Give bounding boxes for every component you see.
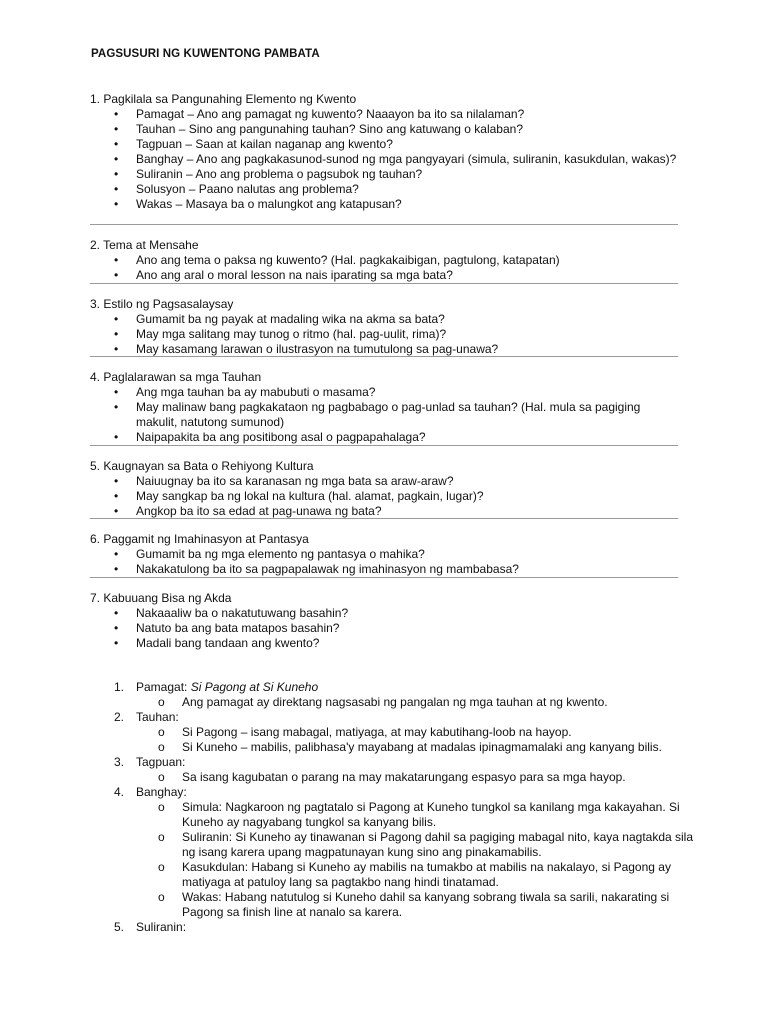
- sub-item: o Suliranin: Si Kuneho ay tinawanan si Pagong dahil sa pagiging mabagal nito, kaya nagtakda sila ng isang karera upang magpatunayan kung sino ang pinakamabilis.: [158, 830, 694, 859]
- bullet-icon: •: [114, 122, 119, 136]
- list-item: • Tagpuan – Saan at kailan naganap ang kwento?: [114, 137, 393, 151]
- bullet-icon: •: [114, 182, 119, 196]
- section-4: [90, 370, 678, 445]
- section-heading: 1. Pagkilala sa Pangunahing Elemento ng Kwento: [90, 92, 357, 106]
- bullet-list: [90, 385, 678, 445]
- divider: [90, 518, 678, 519]
- section-7: [90, 591, 678, 651]
- divider: [90, 356, 678, 357]
- bullet-icon: •: [114, 197, 119, 211]
- bullet-icon: •: [114, 137, 119, 151]
- list-item: • Banghay – Ano ang pagkakasunod-sunod ng mga pangyayari (simula, suliranin, kasukdulan, wakas)?: [114, 152, 677, 166]
- bullet-icon: •: [114, 636, 119, 650]
- sub-item: o Wakas: Habang natutulog si Kuneho dahil sa kanyang sobrang tiwala sa sarili, nakarating si Pagong sa finish line at nanalo sa karera.: [158, 890, 670, 919]
- analysis-item-banghay: [114, 785, 694, 920]
- item-label: Pamagat:: [136, 680, 191, 694]
- list-item: • Nakaaaliw ba o nakatutuwang basahin?: [114, 606, 349, 620]
- list-item: • Ano ang tema o paksa ng kuwento? (Hal. pagkakaibigan, pagtulong, katapatan): [114, 253, 560, 267]
- section-heading: 2. Tema at Mensahe: [90, 238, 199, 252]
- sub-item: o Si Kuneho – mabilis, palibhasa'y mayabang at madalas ipinagmamalaki ang kanyang bilis.: [158, 740, 662, 754]
- item-number: 3.: [114, 755, 125, 769]
- item-number: 2.: [114, 710, 125, 724]
- sub-bullet-icon: o: [158, 800, 165, 814]
- divider: [90, 283, 678, 284]
- list-item: • Naipapakita ba ang positibong asal o pagpapahalaga?: [114, 430, 426, 444]
- list-item: • Pamagat – Ano ang pamagat ng kuwento? Naaayon ba ito sa nilalaman?: [114, 107, 525, 121]
- analysis-item-suliranin: [114, 920, 694, 935]
- bullet-icon: •: [114, 474, 119, 488]
- item-label: Suliranin:: [136, 920, 187, 934]
- bullet-icon: •: [114, 342, 119, 356]
- bullet-icon: •: [114, 504, 119, 518]
- sub-bullet-icon: o: [158, 695, 165, 709]
- sub-item: o Si Pagong – isang mabagal, matiyaga, at may kabutihang-loob na hayop.: [158, 725, 572, 739]
- list-item: • Ang mga tauhan ba ay mabubuti o masama?: [114, 385, 376, 399]
- analysis-item-tauhan: [114, 710, 694, 755]
- analysis-list: [114, 680, 694, 935]
- bullet-list: [90, 547, 678, 577]
- list-item: • May mga salitang may tunog o ritmo (hal. pag-uulit, rima)?: [114, 327, 447, 341]
- item-number: 5.: [114, 920, 125, 934]
- sub-bullet-icon: o: [158, 725, 165, 739]
- bullet-icon: •: [114, 268, 119, 282]
- bullet-icon: •: [114, 107, 119, 121]
- bullet-icon: •: [114, 562, 119, 576]
- bullet-icon: •: [114, 400, 119, 414]
- divider: [90, 577, 678, 578]
- bullet-list: [90, 606, 678, 651]
- section-heading: 5. Kaugnayan sa Bata o Rehiyong Kultura: [90, 459, 314, 473]
- list-item: • Gumamit ba ng mga elemento ng pantasya o mahika?: [114, 547, 425, 561]
- section-heading: 3. Estilo ng Pagsasalaysay: [90, 297, 234, 311]
- divider: [90, 445, 678, 446]
- bullet-icon: •: [114, 547, 119, 561]
- sub-item: o Sa isang kagubatan o parang na may makatarungang espasyo para sa mga hayop.: [158, 770, 626, 784]
- sub-bullet-icon: o: [158, 770, 165, 784]
- bullet-icon: •: [114, 327, 119, 341]
- section-heading: 7. Kabuuang Bisa ng Akda: [90, 591, 232, 605]
- list-item: • Nakakatulong ba ito sa pagpapalawak ng imahinasyon ng mambabasa?: [114, 562, 519, 576]
- sub-item: o Ang pamagat ay direktang nagsasabi ng pangalan ng mga tauhan at ng kwento.: [158, 695, 608, 709]
- analysis-item-pamagat: [114, 680, 694, 710]
- section-1: [90, 92, 678, 212]
- story-title: Si Pagong at Si Kuneho: [190, 680, 319, 694]
- section-3: [90, 297, 678, 357]
- item-label: Tagpuan:: [136, 755, 186, 769]
- sub-bullet-icon: o: [158, 740, 165, 754]
- list-item: • May malinaw bang pagkakataon ng pagbabago o pag-unlad sa tauhan? (Hal. mula sa pagiging makulit, natutong sumunod): [114, 400, 641, 429]
- bullet-list: [90, 253, 678, 283]
- bullet-icon: •: [114, 430, 119, 444]
- bullet-icon: •: [114, 621, 119, 635]
- list-item: • Wakas – Masaya ba o malungkot ang katapusan?: [114, 197, 402, 211]
- list-item: • May sangkap ba ng lokal na kultura (hal. alamat, pagkain, lugar)?: [114, 489, 484, 503]
- section-5: [90, 459, 678, 519]
- bullet-icon: •: [114, 385, 119, 399]
- bullet-list: [90, 474, 678, 519]
- list-item: • Angkop ba ito sa edad at pag-unawa ng bata?: [114, 504, 382, 518]
- item-number: 1.: [114, 680, 125, 694]
- page-title: PAGSUSURI NG KUWENTONG PAMBATA: [91, 48, 320, 60]
- bullet-icon: •: [114, 152, 119, 166]
- sub-bullet-icon: o: [158, 830, 165, 844]
- list-item: • Gumamit ba ng payak at madaling wika na akma sa bata?: [114, 312, 445, 326]
- list-item: • Solusyon – Paano nalutas ang problema?: [114, 182, 359, 196]
- sub-bullet-icon: o: [158, 890, 165, 904]
- divider: [90, 224, 678, 225]
- list-item: • May kasamang larawan o ilustrasyon na tumutulong sa pag-unawa?: [114, 342, 499, 356]
- bullet-icon: •: [114, 489, 119, 503]
- item-label: Tauhan:: [136, 710, 179, 724]
- list-item: • Naiuugnay ba ito sa karanasan ng mga bata sa araw-araw?: [114, 474, 454, 488]
- list-item: • Madali bang tandaan ang kwento?: [114, 636, 320, 650]
- item-number: 4.: [114, 785, 125, 799]
- bullet-list: [90, 312, 678, 357]
- analysis-item-tagpuan: [114, 755, 694, 785]
- bullet-icon: •: [114, 312, 119, 326]
- bullet-icon: •: [114, 167, 119, 181]
- section-heading: 6. Paggamit ng Imahinasyon at Pantasya: [90, 532, 309, 546]
- bullet-icon: •: [114, 606, 119, 620]
- sub-item: o Kasukdulan: Habang si Kuneho ay mabilis na tumakbo at mabilis na nakalayo, si Pagong ay matiyaga at patuloy lang sa pagtakbo nang hindi tinatamad.: [158, 860, 671, 889]
- list-item: • Tauhan – Sino ang pangunahing tauhan? Sino ang katuwang o kalaban?: [114, 122, 523, 136]
- item-label: Banghay:: [136, 785, 187, 799]
- sub-bullet-icon: o: [158, 860, 165, 874]
- section-6: [90, 532, 678, 577]
- sub-item: o Simula: Nagkaroon ng pagtatalo si Pagong at Kuneho tungkol sa kanilang mga kakayahan. Si Kuneho ay nagyabang tungkol sa kanyang bilis.: [158, 800, 680, 829]
- section-2: [90, 238, 678, 283]
- list-item: • Ano ang aral o moral lesson na nais iparating sa mga bata?: [114, 268, 453, 282]
- bullet-list: [90, 107, 678, 212]
- list-item: • Natuto ba ang bata matapos basahin?: [114, 621, 340, 635]
- list-item: • Suliranin – Ano ang problema o pagsubok ng tauhan?: [114, 167, 423, 181]
- section-heading: 4. Paglalarawan sa mga Tauhan: [90, 370, 262, 384]
- bullet-icon: •: [114, 253, 119, 267]
